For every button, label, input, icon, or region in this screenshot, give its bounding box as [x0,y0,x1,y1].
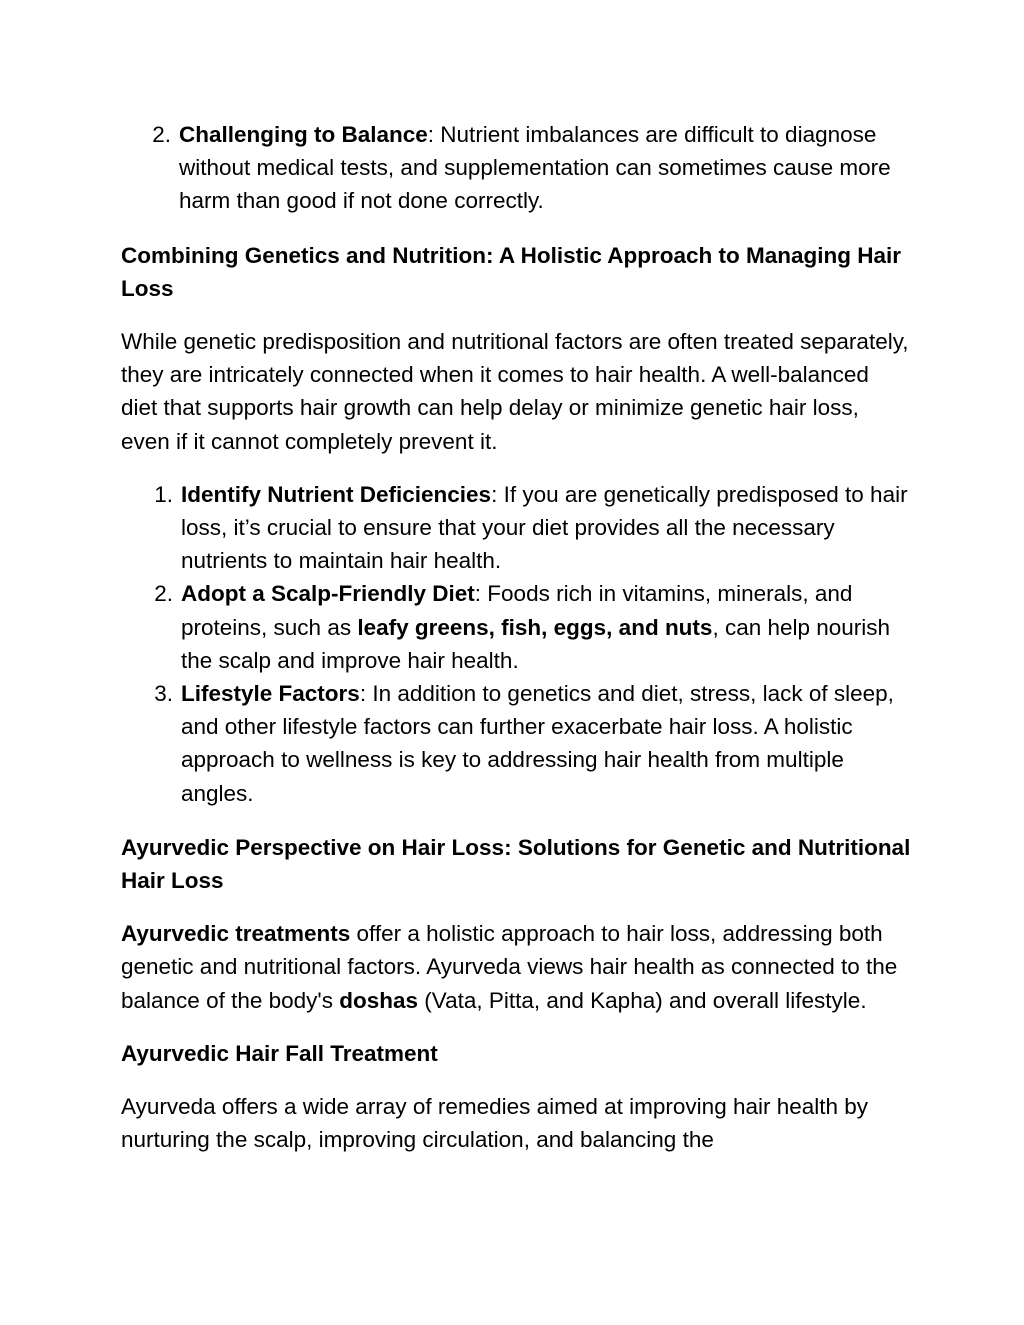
heading-text: Combining Genetics and Nutrition: A Holistic Approach to Managing Hair Loss [121,242,902,301]
heading-text: Ayurvedic Hair Fall Treatment [121,1040,438,1066]
list-item [121,478,911,578]
list-number: 2. [152,122,171,147]
list-item-body: : If you are genetically predisposed to hair loss, it’s crucial to ensure that your diet provides all the necessary nutrients to maintain hair health. [181,481,908,574]
list-number: 3. [154,681,173,707]
list-item-body: : In addition to genetics and diet, stress, lack of sleep, and other lifestyle factors can further exacerbate hair loss. A holistic approach to wellness is key to addressing hair health from multiple angles. [181,681,894,806]
list-number: 1. [154,481,173,507]
list-item-bold: Challenging to Balance [179,122,428,147]
list-item [121,118,911,218]
document-page [121,118,911,1156]
paragraph: While genetic predisposition and nutritional factors are often treated separately, they are intricately connected when it comes to hair health. A well-balanced diet that supports hair growth can help delay or minimize genetic hair loss, even if it cannot completely prevent it. [121,329,909,454]
section-heading [121,831,911,897]
list-item-bold: Lifestyle Factors [181,681,360,707]
paragraph-bold: Ayurvedic treatments [121,921,351,947]
list-item [121,577,911,677]
list-item-text [179,118,911,218]
paragraph-text: (Vata, Pitta, and Kapha) and overall lifestyle. [417,987,867,1013]
list-item-body: : Foods rich in vitamins, minerals, and proteins, such as [181,581,853,640]
heading-text: Ayurvedic Perspective on Hair Loss: Solutions for Genetic and Nutritional Hair Loss [121,834,911,894]
list-item-body: : Nutrient imbalances are difficult to diagnose without medical tests, and supplementation can sometimes cause more harm than good if not done correctly. [179,122,891,214]
paragraph [121,917,911,1017]
list-item-bold-inline: leafy greens, fish, eggs, and nuts [357,614,713,640]
list-item-text [181,677,911,810]
list-item-bold: Adopt a Scalp-Friendly Diet [181,581,475,607]
list-item-body: , can help nourish the scalp and improve hair health. [181,614,891,673]
list-number: 2. [154,581,173,607]
list-item-text [181,577,911,677]
paragraph: Ayurveda offers a wide array of remedies aimed at improving hair health by nurturing the scalp, improving circulation, and balancing the [121,1094,869,1153]
section-heading [121,239,911,305]
paragraph-bold: doshas [339,987,418,1013]
list-item-text [181,478,911,578]
section-heading [121,1037,911,1070]
list-item [121,677,911,810]
list-item-bold: Identify Nutrient Deficiencies [181,481,492,507]
paragraph-text: offer a holistic approach to hair loss, addressing both genetic and nutritional factors. Ayurveda views hair health as connected to the balance of the body's [121,921,898,1013]
